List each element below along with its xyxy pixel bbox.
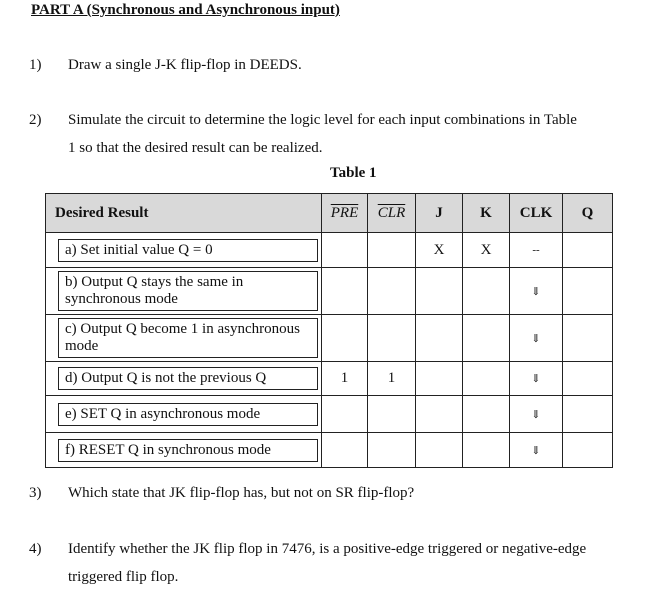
row-d-j xyxy=(416,362,463,396)
header-q: Q xyxy=(563,194,613,233)
table-1 xyxy=(45,193,613,468)
row-f-k xyxy=(463,433,510,468)
row-d-k xyxy=(463,362,510,396)
row-f-pre xyxy=(322,433,368,468)
row-c-j xyxy=(416,315,463,362)
row-c-q xyxy=(563,315,613,362)
table-row xyxy=(46,396,613,433)
row-a-pre xyxy=(322,233,368,268)
table-row xyxy=(46,362,613,396)
header-pre: $\overline{PRE}$ xyxy=(322,194,368,233)
row-f-clr xyxy=(368,433,416,468)
row-d-pre: 1 xyxy=(322,362,368,396)
row-b-k xyxy=(463,268,510,315)
table-row xyxy=(46,268,613,315)
row-b-label: b) Output Q stays the same in synchronous mode xyxy=(46,268,322,315)
row-a-clk: -- xyxy=(510,233,563,268)
row-e-q xyxy=(563,396,613,433)
row-e-j xyxy=(416,396,463,433)
table-row xyxy=(46,433,613,468)
row-f-clk: ⇓ xyxy=(510,433,563,468)
row-b-clr xyxy=(368,268,416,315)
row-b-q xyxy=(563,268,613,315)
question-4-number: 4) xyxy=(29,541,42,557)
row-f-label: f) RESET Q in synchronous mode xyxy=(46,433,322,468)
row-d-q xyxy=(563,362,613,396)
row-e-clr xyxy=(368,396,416,433)
row-b-clk: ⇓ xyxy=(510,268,563,315)
row-a-q xyxy=(563,233,613,268)
row-c-label: c) Output Q become 1 in asynchronous mode xyxy=(46,315,322,362)
row-c-clk: ⇓ xyxy=(510,315,563,362)
table-row xyxy=(46,233,613,268)
row-f-j xyxy=(416,433,463,468)
row-a-clr xyxy=(368,233,416,268)
part-title: PART A (Synchronous and Asynchronous input) xyxy=(31,2,340,18)
row-e-label: e) SET Q in asynchronous mode xyxy=(46,396,322,433)
row-d-label: d) Output Q is not the previous Q xyxy=(46,362,322,396)
table-header-row xyxy=(46,194,613,233)
row-c-k xyxy=(463,315,510,362)
row-d-clk: ⇓ xyxy=(510,362,563,396)
header-desired-result: Desired Result xyxy=(46,194,322,233)
question-4-line2: triggered flip flop. xyxy=(68,569,179,585)
table-caption: Table 1 xyxy=(330,165,377,181)
table-row xyxy=(46,315,613,362)
row-b-j xyxy=(416,268,463,315)
header-clr: $\overline{CLR}$ xyxy=(368,194,416,233)
row-a-label: a) Set initial value Q = 0 xyxy=(46,233,322,268)
row-e-clk: ⇓ xyxy=(510,396,563,433)
header-j: J xyxy=(416,194,463,233)
row-e-k xyxy=(463,396,510,433)
question-3-text: Which state that JK flip-flop has, but not on SR flip-flop? xyxy=(68,485,415,501)
row-c-pre xyxy=(322,315,368,362)
row-e-pre xyxy=(322,396,368,433)
question-4-line1: Identify whether the JK flip flop in 7476, is a positive-edge triggered or negative-edge xyxy=(68,541,587,557)
question-2-line2: 1 so that the desired result can be realized. xyxy=(68,140,323,156)
row-b-pre xyxy=(322,268,368,315)
row-f-q xyxy=(563,433,613,468)
header-clk: CLK xyxy=(510,194,563,233)
question-1-text: Draw a single J-K flip-flop in DEEDS. xyxy=(68,57,302,73)
question-3-number: 3) xyxy=(29,485,42,501)
row-a-j: X xyxy=(416,233,463,268)
question-1-number: 1) xyxy=(29,57,42,73)
row-d-clr: 1 xyxy=(368,362,416,396)
header-k: K xyxy=(463,194,510,233)
row-a-k: X xyxy=(463,233,510,268)
question-2-number: 2) xyxy=(29,112,42,128)
question-2-line1: Simulate the circuit to determine the logic level for each input combinations in Table xyxy=(68,112,577,128)
row-c-clr xyxy=(368,315,416,362)
